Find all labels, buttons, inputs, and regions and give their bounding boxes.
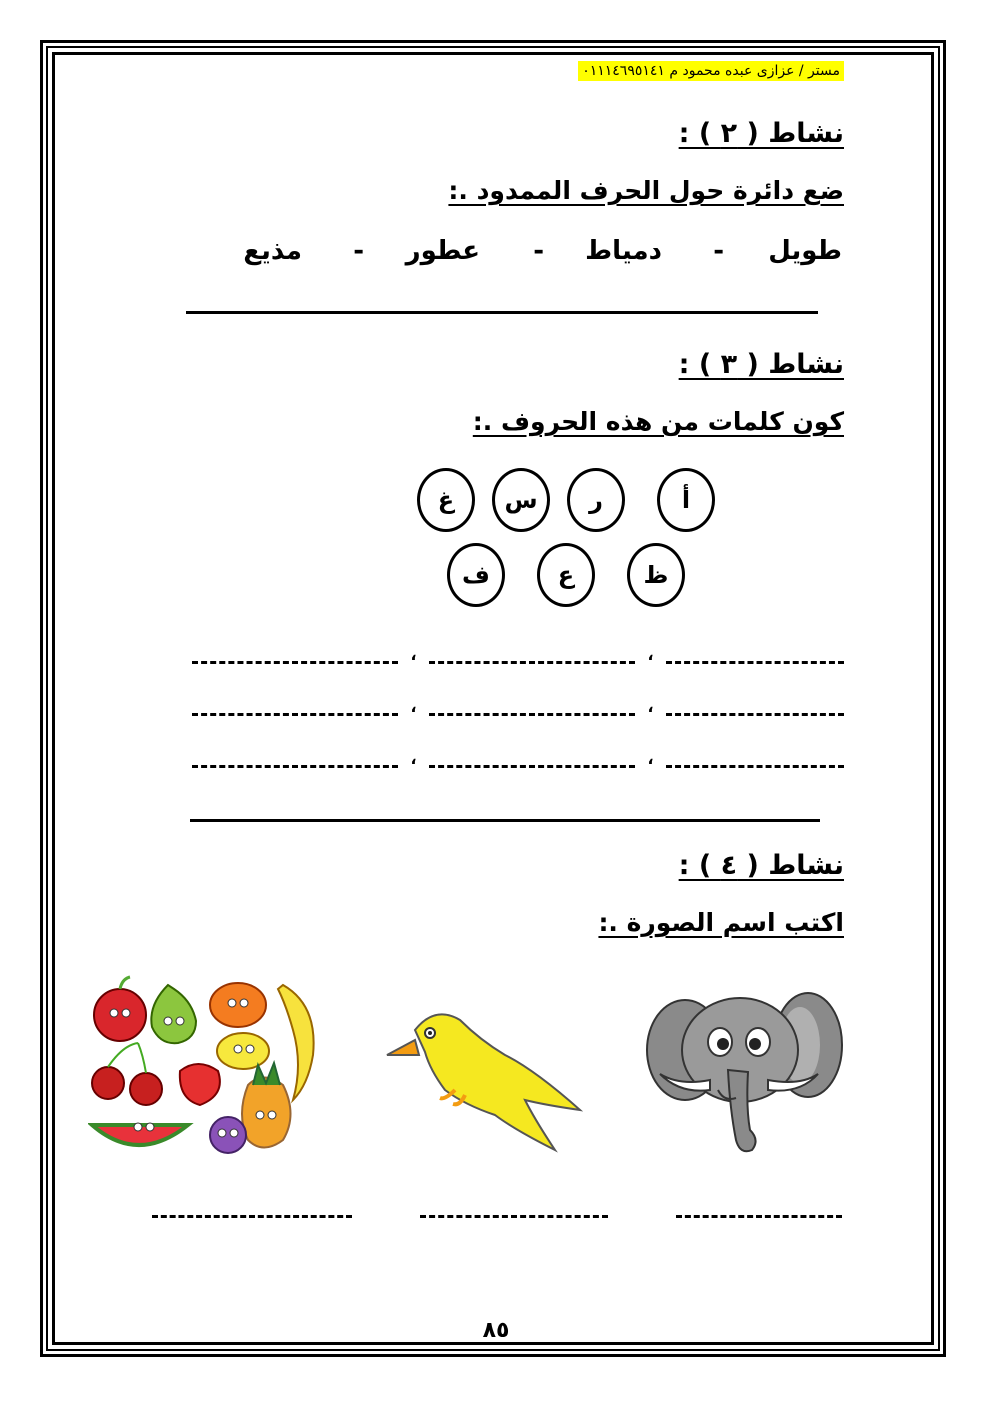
section-divider (190, 819, 820, 822)
activity-4-title: نشاط ( ٤ ) : (678, 850, 844, 881)
word-separator: - (713, 236, 724, 266)
comma: ، (647, 749, 654, 768)
activity-4-instruction: اكتب اسم الصورة .: (598, 908, 844, 937)
activity-3-instruction: كون كلمات من هذه الحروف .: (472, 407, 844, 436)
fruits-icon (88, 975, 333, 1160)
word-otour[interactable]: عطور (405, 236, 480, 266)
teacher-header: مستر / عزازى عبده محمود م ٠١١١٤٦٩٥١٤١ (578, 61, 844, 81)
activity-2-instruction: ضع دائرة حول الحرف الممدود .: (448, 176, 844, 205)
word-separator: - (353, 236, 364, 266)
word-taweel[interactable]: طويل (768, 236, 842, 266)
activity-2-title: نشاط ( ٢ ) : (678, 118, 844, 149)
answer-blank[interactable] (192, 661, 398, 664)
comma: ، (647, 645, 654, 664)
comma: ، (647, 697, 654, 716)
answer-row (192, 645, 844, 664)
elephant-icon (640, 990, 845, 1160)
picture-answer-blank[interactable] (420, 1215, 608, 1218)
letter-circle: أ (657, 468, 715, 532)
section-divider (186, 311, 818, 314)
page-number: ٨٥ (482, 1318, 510, 1343)
activity-3-title: نشاط ( ٣ ) : (678, 349, 844, 380)
comma: ، (410, 645, 417, 664)
comma: ، (410, 749, 417, 768)
answer-row (192, 697, 844, 716)
letter-circle: غ (417, 468, 475, 532)
bird-icon (385, 1000, 585, 1155)
answer-blank[interactable] (429, 713, 635, 716)
word-dumyat[interactable]: دمياط (585, 236, 662, 266)
answer-blank[interactable] (666, 661, 844, 664)
letter-circle: ف (447, 543, 505, 607)
word-mothee[interactable]: مذيع (243, 236, 302, 266)
answer-blank[interactable] (192, 765, 398, 768)
picture-answer-blank[interactable] (152, 1215, 352, 1218)
letter-circle: ع (537, 543, 595, 607)
picture-answer-blank[interactable] (676, 1215, 842, 1218)
answer-blank[interactable] (192, 713, 398, 716)
answer-blank[interactable] (666, 765, 844, 768)
answer-blank[interactable] (666, 713, 844, 716)
answer-row (192, 749, 844, 768)
comma: ، (410, 697, 417, 716)
word-separator: - (533, 236, 544, 266)
letter-circle: س (492, 468, 550, 532)
letter-circle: ر (567, 468, 625, 532)
answer-blank[interactable] (429, 661, 635, 664)
letter-circle: ظ (627, 543, 685, 607)
answer-blank[interactable] (429, 765, 635, 768)
